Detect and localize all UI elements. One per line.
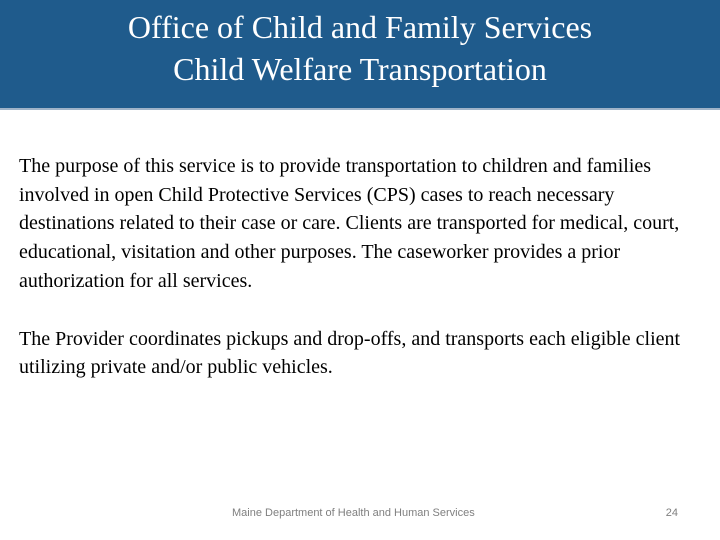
- slide-title-line-1: Office of Child and Family Services: [127, 9, 593, 45]
- body-paragraph-purpose: The purpose of this service is to provide transportation to children and families involved in open Child Protective Services (CPS) cases to reach necessary destinations related to their case or care. Clients are transported for medical, court, educational, visitation and other purposes. The caseworker provides a prior authorization for all services.: [19, 155, 680, 292]
- slide-title-bar: [0, 0, 720, 110]
- page-number: 24: [665, 507, 678, 519]
- slide-body: [19, 152, 689, 411]
- footer-organization: Maine Department of Health and Human Services: [232, 507, 475, 519]
- slide-title-line-2: Child Welfare Transportation: [173, 51, 547, 87]
- body-paragraph-provider: The Provider coordinates pickups and drop-offs, and transports each eligible client utilizing private and/or public vehicles.: [19, 327, 681, 379]
